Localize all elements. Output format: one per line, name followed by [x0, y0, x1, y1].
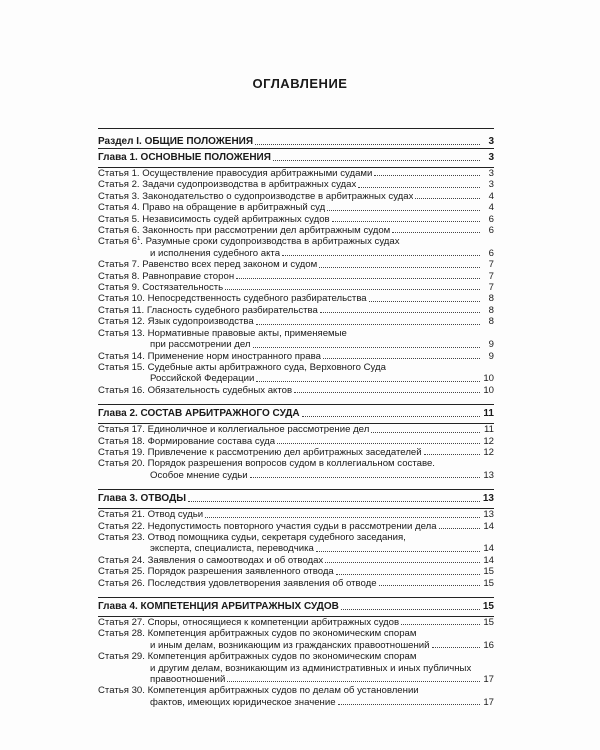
leader-dots	[401, 624, 480, 625]
entry-label: Статья 29. Компетенция арбитражных судов по экономическим спорам	[98, 651, 417, 663]
page-number: 9	[488, 339, 494, 351]
toc-entry	[98, 293, 494, 304]
toc-entry-continuation	[98, 248, 494, 259]
leader-dots	[379, 585, 480, 586]
leader-dots	[432, 647, 481, 648]
entry-label: Статья 10. Непосредственность судебного разбирательства	[98, 293, 367, 305]
leader-dots	[236, 278, 480, 279]
entry-label: Статья 22. Недопустимость повторного участия судьи в рассмотрении дела	[98, 520, 437, 532]
toc-entry-continuation	[98, 373, 494, 384]
entry-label: и иным делам, возникающим из гражданских правоотношений	[150, 639, 430, 651]
page-number: 14	[483, 554, 494, 566]
leader-dots	[282, 255, 480, 256]
leader-dots	[227, 681, 480, 682]
toc-section-entry	[98, 129, 494, 148]
toc-articles-block	[98, 616, 494, 708]
entry-label: Особое мнение судьи	[150, 469, 248, 481]
page-number: 17	[483, 674, 494, 686]
page-number: 13	[483, 509, 494, 521]
toc-chapter-block	[98, 489, 494, 508]
entry-label: Глава 2. СОСТАВ АРБИТРАЖНОГО СУДА	[98, 408, 300, 420]
page-number: 7	[488, 282, 494, 294]
entry-label: и исполнения судебного акта	[150, 247, 281, 259]
page-number: 15	[483, 617, 494, 628]
page-number: 16	[483, 639, 494, 651]
page-number: 15	[483, 577, 494, 589]
entry-label: Глава 4. КОМПЕТЕНЦИЯ АРБИТРАЖНЫХ СУДОВ	[98, 601, 339, 612]
toc-entry	[98, 424, 494, 435]
toc-chapter-heading	[98, 490, 494, 508]
page-number: 8	[488, 304, 494, 316]
leader-dots	[256, 381, 480, 382]
toc-entry	[98, 385, 494, 396]
page-number: 7	[488, 270, 494, 282]
page-number: 10	[483, 373, 494, 385]
entry-label: Статья 28. Компетенция арбитражных судов по экономическим спорам	[98, 628, 417, 640]
toc-chapter-block	[98, 148, 494, 167]
leader-dots	[253, 347, 481, 348]
entry-label: Статья 18. Формирование состава суда	[98, 435, 276, 447]
toc-entry	[98, 447, 494, 458]
toc-entry	[98, 436, 494, 447]
entry-label: Статья 17. Единоличное и коллегиальное рассмотрение дел	[98, 424, 370, 436]
entry-label: Статья 26. Последствия удовлетворения заявления об отводе	[98, 577, 377, 589]
spacer	[98, 396, 494, 404]
toc-articles-block	[98, 423, 494, 489]
leader-dots	[250, 477, 480, 478]
entry-label: Глава 3. ОТВОДЫ	[98, 493, 186, 505]
page-number: 11	[484, 424, 494, 436]
leader-dots	[327, 210, 480, 211]
toc-entry	[98, 532, 494, 543]
leader-dots	[332, 221, 480, 222]
toc-entry	[98, 236, 494, 247]
toc-entry-continuation	[98, 339, 494, 350]
page-number: 13	[483, 469, 494, 481]
leader-dots	[256, 324, 480, 325]
toc-entry	[98, 271, 494, 282]
toc-entry	[98, 191, 494, 202]
page-number: 15	[482, 601, 494, 612]
entry-label: Статья 8. Равноправие сторон	[98, 270, 235, 282]
entry-label: Статья 14. Применение норм иностранного права	[98, 350, 321, 362]
toc-entry	[98, 578, 494, 589]
page-number: 6	[488, 225, 494, 237]
toc-section-block	[98, 128, 494, 148]
toc-entry	[98, 458, 494, 469]
entry-label: Статья $6^1$. Разумные сроки судопроизводства в арбитражных судах	[98, 236, 400, 248]
table-of-contents	[98, 128, 494, 708]
leader-dots	[319, 267, 480, 268]
entry-label: Статья 21. Отвод судьи	[98, 509, 204, 521]
toc-articles-block	[98, 167, 494, 404]
leader-dots	[336, 574, 480, 575]
entry-label: Статья 24. Заявления о самоотводах и об отводах	[98, 554, 324, 566]
entry-label: Статья 12. Язык судопроизводства	[98, 316, 254, 328]
toc-chapter-heading	[98, 149, 494, 167]
leader-dots	[273, 160, 480, 161]
leader-dots	[316, 551, 480, 552]
leader-dots	[205, 517, 480, 518]
leader-dots	[369, 301, 480, 302]
leader-dots	[338, 704, 480, 705]
page-number: 6	[488, 213, 494, 225]
page-number: 3	[488, 136, 494, 147]
page-number: 3	[488, 168, 494, 179]
page-number: 12	[483, 446, 494, 458]
toc-entry	[98, 282, 494, 293]
leader-dots	[255, 144, 480, 145]
leader-dots	[371, 432, 480, 433]
entry-label: Статья 9. Состязательность	[98, 282, 224, 294]
entry-label: Статья 11. Гласность судебного разбирательства	[98, 304, 318, 316]
toc-entry	[98, 362, 494, 373]
leader-dots	[374, 175, 480, 176]
entry-label: Глава 1. ОСНОВНЫЕ ПОЛОЖЕНИЯ	[98, 152, 271, 163]
toc-entry-continuation	[98, 470, 494, 481]
entry-label: Раздел I. ОБЩИЕ ПОЛОЖЕНИЯ	[98, 136, 254, 147]
entry-label: Статья 7. Равенство всех перед законом и судом	[98, 259, 318, 271]
entry-label: Статья 2. Задачи судопроизводства в арбитражных судах	[98, 179, 357, 191]
page-number: 14	[483, 543, 494, 555]
entry-label: фактов, имеющих юридическое значение	[150, 696, 336, 708]
toc-chapter-block	[98, 404, 494, 423]
toc-chapter-heading	[98, 405, 494, 423]
toc-entry	[98, 509, 494, 520]
leader-dots	[320, 312, 480, 313]
page-number: 13	[482, 493, 494, 505]
entry-label: Статья 13. Нормативные правовые акты, применяемые	[98, 327, 347, 339]
page-number: 8	[488, 293, 494, 305]
toc-entry	[98, 202, 494, 213]
entry-label: правоотношений	[150, 674, 226, 686]
entry-label: и другим делам, возникающим из административных и иных публичных	[150, 662, 472, 674]
entry-label: Статья 5. Независимость судей арбитражных судов	[98, 213, 330, 225]
leader-dots	[323, 358, 480, 359]
page-number: 17	[483, 696, 494, 708]
page-number: 12	[483, 435, 494, 447]
entry-label: Статья 15. Судебные акты арбитражного суда, Верховного Суда	[98, 361, 386, 373]
toc-entry-continuation	[98, 674, 494, 685]
page-number: 6	[488, 247, 494, 259]
entry-label: Статья 19. Привлечение к рассмотрению дел арбитражных заседателей	[98, 446, 422, 458]
toc-chapter-block	[98, 597, 494, 616]
entry-label: Статья 16. Обязательность судебных актов	[98, 384, 293, 396]
page-number: 10	[483, 384, 494, 396]
toc-entry	[98, 617, 494, 628]
leader-dots	[188, 501, 480, 502]
toc-entry	[98, 351, 494, 362]
leader-dots	[341, 609, 480, 610]
toc-entry	[98, 168, 494, 179]
toc-entry	[98, 628, 494, 639]
toc-entry	[98, 316, 494, 327]
entry-label: Российской Федерации	[150, 373, 255, 385]
page-title: ОГЛАВЛЕНИЕ	[252, 76, 348, 91]
toc-entry	[98, 214, 494, 225]
toc-entry	[98, 328, 494, 339]
toc-entry-continuation	[98, 640, 494, 651]
leader-dots	[439, 528, 480, 529]
entry-label: при рассмотрении дел	[150, 339, 251, 351]
entry-label: Статья 25. Порядок разрешения заявленного отвода	[98, 566, 334, 578]
leader-dots	[294, 392, 480, 393]
page-number: 14	[483, 520, 494, 532]
entry-label: Статья 6. Законность при рассмотрении дел арбитражным судом	[98, 225, 391, 237]
toc-entry-continuation	[98, 543, 494, 554]
leader-dots	[358, 187, 480, 188]
page-number: 15	[483, 566, 494, 578]
page-number: 11	[483, 408, 494, 420]
page-number: 3	[488, 152, 494, 163]
toc-entry	[98, 555, 494, 566]
toc-articles-block	[98, 508, 494, 597]
toc-entry-continuation	[98, 663, 494, 674]
toc-entry-continuation	[98, 697, 494, 708]
leader-dots	[392, 232, 480, 233]
page-number: 3	[488, 179, 494, 191]
leader-dots	[415, 198, 480, 199]
spacer	[98, 481, 494, 489]
toc-entry	[98, 259, 494, 270]
toc-chapter-heading	[98, 598, 494, 616]
page-number: 4	[488, 190, 494, 202]
entry-label: Статья 4. Право на обращение в арбитражный суд	[98, 202, 326, 214]
spacer	[98, 589, 494, 597]
entry-label: эксперта, специалиста, переводчика	[150, 543, 314, 555]
toc-entry	[98, 225, 494, 236]
entry-label: Статья 23. Отвод помощника судьи, секретаря судебного заседания,	[98, 531, 406, 543]
entry-label: Статья 1. Осуществление правосудия арбитражными судами	[98, 168, 373, 179]
toc-entry	[98, 566, 494, 577]
toc-entry	[98, 305, 494, 316]
leader-dots	[225, 289, 480, 290]
toc-entry	[98, 179, 494, 190]
page-number: 4	[488, 202, 494, 214]
entry-label: Статья 3. Законодательство о судопроизводстве в арбитражных судах	[98, 190, 414, 202]
page-number: 9	[488, 350, 494, 362]
toc-entry	[98, 651, 494, 662]
entry-label: Статья 27. Споры, относящиеся к компетенции арбитражных судов	[98, 617, 400, 628]
entry-label: Статья 30. Компетенция арбитражных судов по делам об установлении	[98, 685, 419, 697]
leader-dots	[424, 454, 480, 455]
leader-dots	[302, 416, 480, 417]
leader-dots	[277, 443, 480, 444]
page-number: 8	[488, 316, 494, 328]
toc-entry	[98, 685, 494, 696]
leader-dots	[325, 562, 480, 563]
entry-label: Статья 20. Порядок разрешения вопросов судом в коллегиальном составе.	[98, 458, 435, 470]
toc-entry	[98, 521, 494, 532]
page-number: 7	[488, 259, 494, 271]
